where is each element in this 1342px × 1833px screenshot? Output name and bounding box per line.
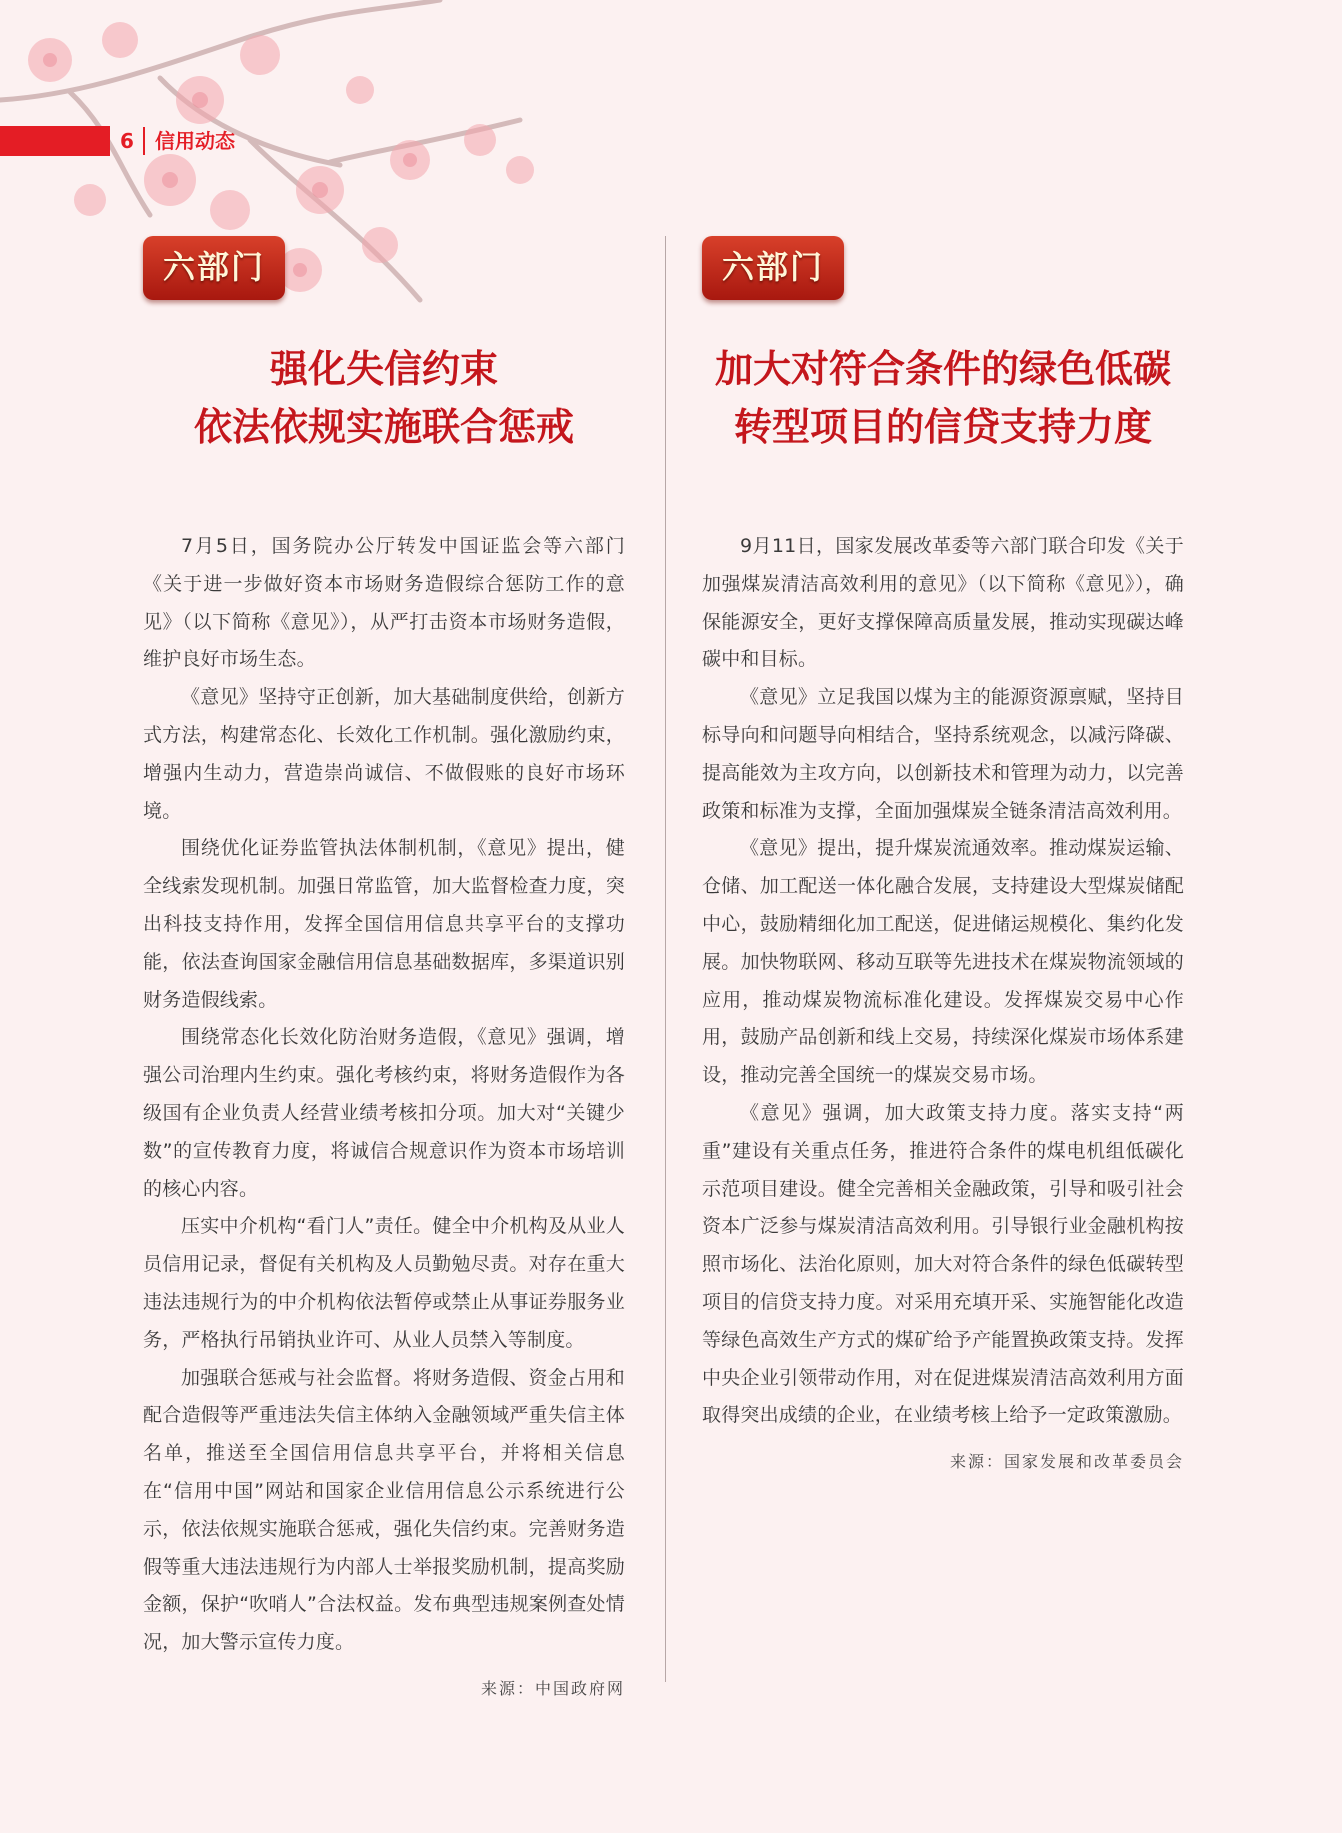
article-right bbox=[702, 236, 1184, 1472]
column-divider bbox=[665, 236, 666, 1682]
article-headline bbox=[702, 340, 1184, 456]
article-badge: 六部门 bbox=[143, 236, 285, 300]
article-body bbox=[702, 528, 1184, 1435]
body-paragraph: 加强联合惩戒与社会监督。将财务造假、资金占用和配合造假等严重违法失信主体纳入金融领域严重失信主体名单，推送至全国信用信息共享平台，并将相关信息在“信用中国”网站和国家企业信用信息公示系统进行公示，依法依规实施联合惩戒，强化失信约束。完善财务造假等重大违法违规行为内部人士举报奖励机制，提高奖励金额，保护“吹哨人”合法权益。发布典型违规案例查处情况，加大警示宣传力度。 bbox=[143, 1366, 625, 1654]
body-paragraph: 《意见》提出，提升煤炭流通效率。推动煤炭运输、仓储、加工配送一体化融合发展，支持建设大型煤炭储配中心，鼓励精细化加工配送，促进储运规模化、集约化发展。加快物联网、移动互联等先进技术在煤炭物流领域的应用，推动煤炭物流标准化建设。发挥煤炭交易中心作用，鼓励产品创新和线上交易，持续深化煤炭市场体系建设，推动完善全国统一的煤炭交易市场。 bbox=[702, 837, 1184, 1087]
article-headline bbox=[143, 340, 625, 456]
header-accent-bar bbox=[0, 126, 110, 156]
headline-line: 依法依规实施联合惩戒 bbox=[193, 404, 574, 449]
body-paragraph: 《意见》坚持守正创新，加大基础制度供给，创新方式方法，构建常态化、长效化工作机制。强化激励约束，增强内生动力，营造崇尚诚信、不做假账的良好市场环境。 bbox=[143, 686, 625, 822]
article-source: 来源：国家发展和改革委员会 bbox=[949, 1452, 1184, 1472]
body-paragraph: 9月11日，国家发展改革委等六部门联合印发《关于加强煤炭清洁高效利用的意见》（以下简称《意见》），确保能源安全，更好支撑保障高质量发展，推动实现碳达峰碳中和目标。 bbox=[702, 535, 1184, 671]
headline-line: 加大对符合条件的绿色低碳 bbox=[714, 346, 1171, 391]
article-left bbox=[143, 236, 625, 1699]
body-paragraph: 围绕常态化长效化防治财务造假，《意见》强调，增强公司治理内生约束。强化考核约束，将财务造假作为各级国有企业负责人经营业绩考核扣分项。加大对“关键少数”的宣传教育力度，将诚信合规意识作为资本市场培训的核心内容。 bbox=[143, 1026, 625, 1200]
article-source: 来源：中国政府网 bbox=[480, 1678, 625, 1698]
headline-line: 强化失信约束 bbox=[269, 346, 498, 391]
article-badge: 六部门 bbox=[702, 236, 844, 300]
headline-line: 转型项目的信贷支持力度 bbox=[733, 404, 1152, 449]
body-paragraph: 围绕优化证券监管执法体制机制，《意见》提出，健全线索发现机制。加强日常监管，加大监督检查力度，突出科技支持作用，发挥全国信用信息共享平台的支撑功能，依法查询国家金融信用信息基础数据库，多渠道识别财务造假线索。 bbox=[143, 837, 625, 1011]
page-number: 6 bbox=[120, 129, 134, 153]
body-paragraph: 《意见》强调，加大政策支持力度。落实支持“两重”建设有关重点任务，推进符合条件的煤电机组低碳化示范项目建设。健全完善相关金融政策，引导和吸引社会资本广泛参与煤炭清洁高效利用。引导银行业金融机构按照市场化、法治化原则，加大对符合条件的绿色低碳转型项目的信贷支持力度。对采用充填开采、实施智能化改造等绿色高效生产方式的煤矿给予产能置换政策支持。发挥中央企业引领带动作用，对在促进煤炭清洁高效利用方面取得突出成绩的企业，在业绩考核上给予一定政策激励。 bbox=[702, 1101, 1184, 1427]
header-separator bbox=[143, 127, 145, 155]
body-paragraph: 压实中介机构“看门人”责任。健全中介机构及从业人员信用记录，督促有关机构及人员勤勉尽责。对存在重大违法违规行为的中介机构依法暂停或禁止从事证券服务业务，严格执行吊销执业许可、从业人员禁入等制度。 bbox=[143, 1215, 625, 1351]
body-paragraph: 《意见》立足我国以煤为主的能源资源禀赋，坚持目标导向和问题导向相结合，坚持系统观念，以减污降碳、提高能效为主攻方向，以创新技术和管理为动力，以完善政策和标准为支撑，全面加强煤炭全链条清洁高效利用。 bbox=[702, 686, 1184, 822]
article-body bbox=[143, 528, 625, 1662]
body-paragraph: 7月5日，国务院办公厅转发中国证监会等六部门《关于进一步做好资本市场财务造假综合惩防工作的意见》（以下简称《意见》），从严打击资本市场财务造假，维护良好市场生态。 bbox=[143, 535, 625, 671]
section-title: 信用动态 bbox=[155, 129, 235, 153]
